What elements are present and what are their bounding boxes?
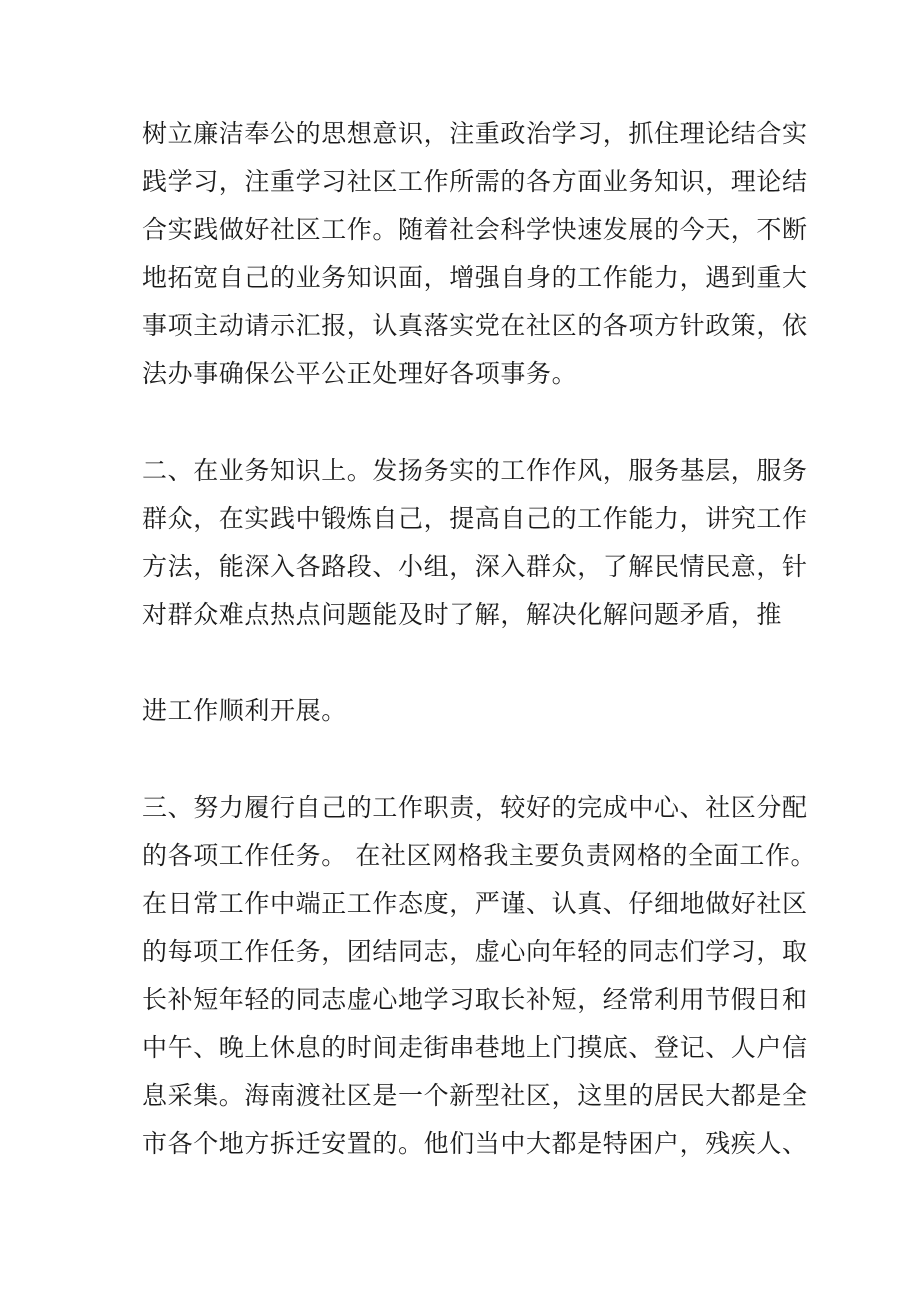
text-line: 中午、晚上休息的时间走街串巷地上门摸底、登记、人户信: [142, 1033, 808, 1062]
text-line: 对群众难点热点问题能及时了解，解决化解问题矛盾，推: [142, 600, 783, 629]
text-line: 合实践做好社区工作。随着社会科学快速发展的今天，不断: [142, 215, 808, 244]
text-line: 二、在业务知识上。发扬务实的工作作风，服务基层，服务: [142, 456, 808, 485]
text-line: 进工作顺利开展。: [142, 696, 347, 725]
text-line: 群众，在实践中锻炼自己，提高自己的工作能力，讲究工作: [142, 504, 808, 533]
text-line: 在日常工作中端正工作态度，严谨、认真、仔细地做好社区: [142, 889, 808, 918]
text-line: 地拓宽自己的业务知识面，增强自身的工作能力，遇到重大: [142, 263, 808, 292]
text-line: 践学习，注重学习社区工作所需的各方面业务知识，理论结: [142, 167, 808, 196]
text-line: 的每项工作任务，团结同志，虚心向年轻的同志们学习，取: [142, 937, 808, 966]
text-line: 息采集。海南渡社区是一个新型社区，这里的居民大都是全: [142, 1081, 808, 1110]
text-line: 方法，能深入各路段、小组，深入群众，了解民情民意，针: [142, 552, 808, 581]
text-line: 三、努力履行自己的工作职责，较好的完成中心、社区分配: [142, 793, 808, 822]
text-line: 长补短年轻的同志虚心地学习取长补短，经常利用节假日和: [142, 985, 808, 1014]
text-line: 市各个地方拆迁安置的。他们当中大都是特困户，残疾人、: [142, 1129, 808, 1158]
text-line: 树立廉洁奉公的思想意识，注重政治学习，抓住理论结合实: [142, 119, 808, 148]
text-line: 事项主动请示汇报，认真落实党在社区的各项方针政策，依: [142, 311, 808, 340]
text-line: 法办事确保公平公正处理好各项事务。: [142, 359, 578, 388]
text-line: 的各项工作任务。 在社区网格我主要负责网格的全面工作。: [142, 841, 817, 870]
